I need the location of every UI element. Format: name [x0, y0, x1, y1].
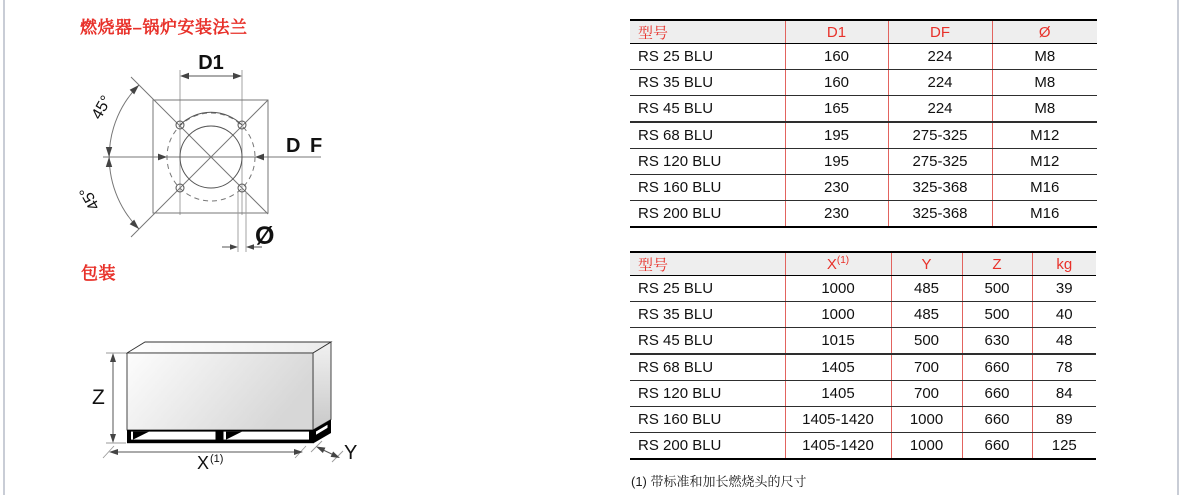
flange-drawing	[77, 52, 325, 252]
cell: RS 68 BLU	[630, 122, 785, 149]
cell: 40	[1032, 302, 1096, 328]
cell: 160	[785, 44, 888, 70]
page-border-right	[1177, 0, 1179, 495]
table-header-row	[630, 252, 1096, 276]
table-row	[630, 276, 1096, 302]
cell: 500	[962, 276, 1032, 302]
cell: 275-325	[888, 149, 992, 175]
cell: 230	[785, 201, 888, 228]
cell: M16	[992, 201, 1097, 228]
box-front-face	[127, 353, 313, 430]
angle-label-upper: 45°	[88, 93, 116, 123]
table-row	[630, 354, 1096, 381]
cell: 275-325	[888, 122, 992, 149]
cell: 1000	[891, 407, 962, 433]
cell: 1405	[785, 354, 891, 381]
cell: 1405-1420	[785, 433, 891, 460]
table-row	[630, 433, 1096, 460]
table-row	[630, 149, 1097, 175]
table-row	[630, 328, 1096, 355]
col-header-y: Y	[891, 252, 962, 276]
col-header-model: 型号	[630, 20, 785, 44]
section-title-packaging: 包装	[81, 264, 116, 283]
cell: 325-368	[888, 201, 992, 228]
footnote: (1) 带标准和加长燃烧头的尺寸	[631, 474, 807, 489]
cell: RS 200 BLU	[630, 201, 785, 228]
cell: M8	[992, 96, 1097, 123]
cell: M12	[992, 122, 1097, 149]
flange-dimensions-table	[630, 19, 1097, 228]
col-header-model: 型号	[630, 252, 785, 276]
cell: 224	[888, 70, 992, 96]
cell: 700	[891, 381, 962, 407]
table-row	[630, 175, 1097, 201]
table-row	[630, 70, 1097, 96]
x-header-text: X	[826, 256, 837, 273]
cell: RS 200 BLU	[630, 433, 785, 460]
cell: 500	[891, 328, 962, 355]
cell: 195	[785, 149, 888, 175]
cell: RS 35 BLU	[630, 70, 785, 96]
cell: 500	[962, 302, 1032, 328]
cell: RS 120 BLU	[630, 149, 785, 175]
cell: 84	[1032, 381, 1096, 407]
cell: 160	[785, 70, 888, 96]
cell: M12	[992, 149, 1097, 175]
hole-diameter-label: Ø	[255, 222, 275, 250]
cell: 325-368	[888, 175, 992, 201]
cell: 485	[891, 276, 962, 302]
table-row	[630, 201, 1097, 228]
table-row	[630, 407, 1096, 433]
cell: 1000	[785, 302, 891, 328]
section-title-flange: 燃烧器–锅炉安装法兰	[80, 18, 248, 37]
cell: 48	[1032, 328, 1096, 355]
z-label: Z	[92, 386, 105, 409]
cell: RS 25 BLU	[630, 44, 785, 70]
cell: 195	[785, 122, 888, 149]
cell: 224	[888, 96, 992, 123]
cell: 165	[785, 96, 888, 123]
packaging-dimensions-table	[630, 251, 1096, 460]
cell: 39	[1032, 276, 1096, 302]
cell: M16	[992, 175, 1097, 201]
cell: 1405	[785, 381, 891, 407]
table-row	[630, 44, 1097, 70]
cell: M8	[992, 44, 1097, 70]
table-row	[630, 122, 1097, 149]
y-label: Y	[344, 442, 358, 464]
cell: M8	[992, 70, 1097, 96]
cell: 700	[891, 354, 962, 381]
x-header-superscript: (1)	[836, 255, 850, 266]
table-row	[630, 381, 1096, 407]
cell: 630	[962, 328, 1032, 355]
col-header-x	[785, 252, 891, 276]
x-label: X	[197, 453, 210, 473]
col-header-z: Z	[962, 252, 1032, 276]
cell: 660	[962, 354, 1032, 381]
cell: 224	[888, 44, 992, 70]
box-side-face	[313, 342, 331, 430]
cell: 660	[962, 407, 1032, 433]
x-superscript: (1)	[210, 453, 224, 465]
cell: RS 160 BLU	[630, 175, 785, 201]
cell: RS 45 BLU	[630, 328, 785, 355]
table-row	[630, 302, 1096, 328]
cell: 485	[891, 302, 962, 328]
cell: RS 160 BLU	[630, 407, 785, 433]
cell: RS 45 BLU	[630, 96, 785, 123]
angle-label-lower: 45°	[76, 183, 104, 213]
col-header-d1: D1	[785, 20, 888, 44]
cell: 125	[1032, 433, 1096, 460]
table-header-row	[630, 20, 1097, 44]
cell: RS 120 BLU	[630, 381, 785, 407]
cell: 1000	[785, 276, 891, 302]
box-top-face	[127, 342, 331, 353]
cell: RS 68 BLU	[630, 354, 785, 381]
cell: 1015	[785, 328, 891, 355]
cell: 89	[1032, 407, 1096, 433]
cell: 660	[962, 433, 1032, 460]
cell: 78	[1032, 354, 1096, 381]
col-header-df: DF	[888, 20, 992, 44]
cell: 230	[785, 175, 888, 201]
d1-label: D1	[198, 52, 224, 74]
cell: 1405-1420	[785, 407, 891, 433]
table-row	[630, 96, 1097, 123]
df-label: D F	[286, 135, 325, 157]
d1-extension-lines	[180, 70, 242, 215]
col-header-dia: Ø	[992, 20, 1097, 44]
cell: 660	[962, 381, 1032, 407]
col-header-kg: kg	[1032, 252, 1096, 276]
cell: RS 25 BLU	[630, 276, 785, 302]
package-drawing	[92, 342, 357, 473]
cell: 1000	[891, 433, 962, 460]
cell: RS 35 BLU	[630, 302, 785, 328]
